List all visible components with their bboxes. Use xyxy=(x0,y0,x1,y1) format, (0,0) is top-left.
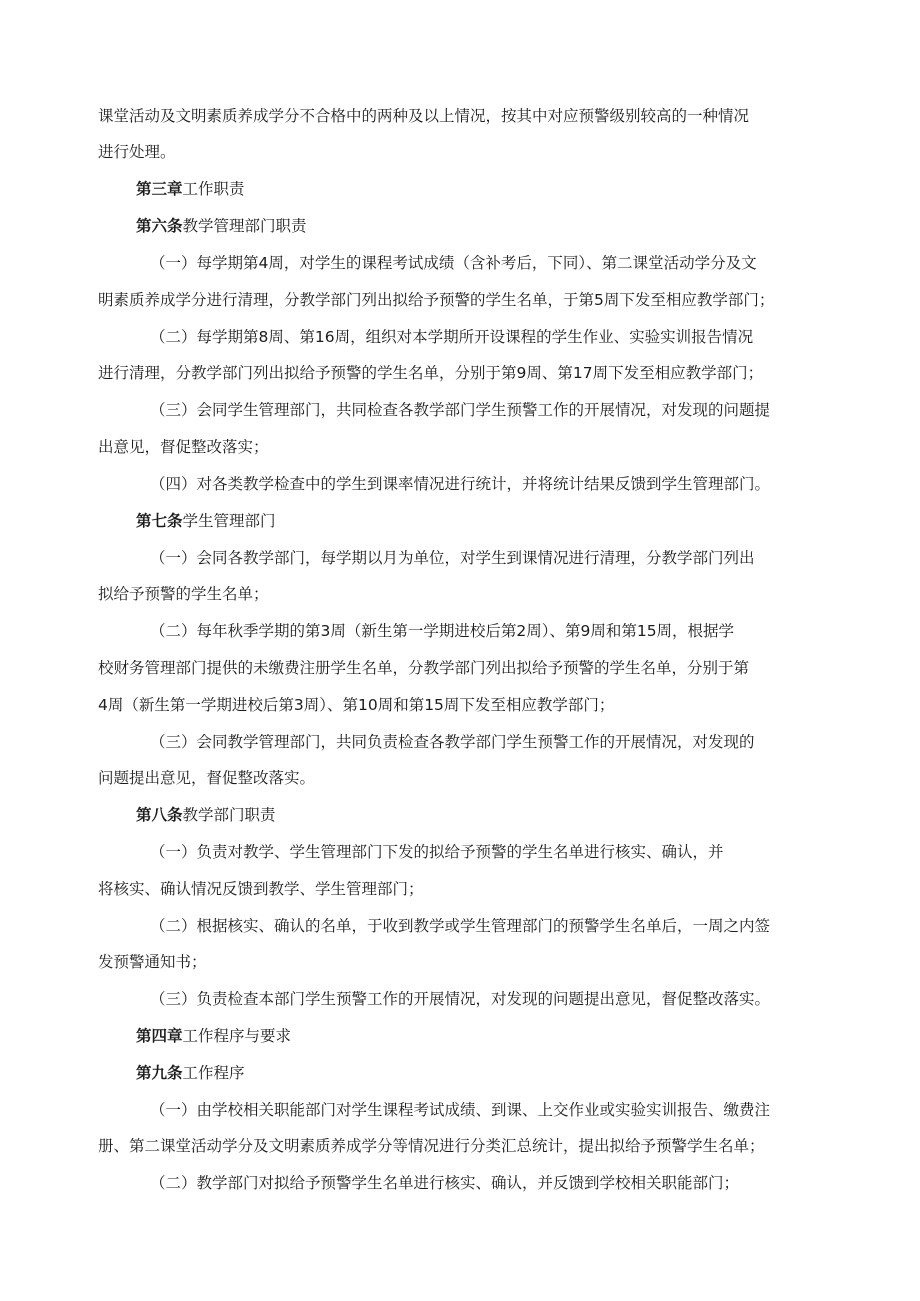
clause-line: 问题提出意见，督促整改落实。 xyxy=(98,769,316,787)
clause-line: 出意见，督促整改落实； xyxy=(98,438,269,456)
clause-line: （一）负责对教学、学生管理部门下发的拟给予预警的学生名单进行核实、确认，并 xyxy=(150,843,724,861)
clause-line: 将核实、确认情况反馈到教学、学生管理部门； xyxy=(98,880,424,898)
chapter-label: 第四章 xyxy=(136,1027,183,1045)
article-label: 第七条 xyxy=(136,512,183,530)
clause-line: （二）每年秋季学期的第3周（新生第一学期进校后第2周）、第9周和第15周，根据学 xyxy=(150,622,735,640)
clause-line: （二）每学期第8周、第16周，组织对本学期所开设课程的学生作业、实验实训报告情况 xyxy=(150,328,754,346)
clause-line: 进行清理，分教学部门列出拟给予预警的学生名单，分别于第9周、第17周下发至相应教学部门； xyxy=(98,364,764,382)
article-label: 第九条 xyxy=(136,1064,183,1082)
article-title: 工作程序 xyxy=(182,1064,245,1082)
clause-line: 校财务管理部门提供的未缴费注册学生名单，分教学部门列出拟给予预警的学生名单，分别于第 xyxy=(98,659,750,677)
paragraph-line: 进行处理。 xyxy=(98,143,176,161)
clause-line: （二）教学部门对拟给予预警学生名单进行核实、确认，并反馈到学校相关职能部门； xyxy=(150,1174,740,1192)
article-title: 学生管理部门 xyxy=(182,512,276,530)
article-label: 第六条 xyxy=(136,217,183,235)
article-9-heading xyxy=(136,1062,245,1084)
clause-line: 拟给予预警的学生名单； xyxy=(98,585,269,603)
clause-line: （二）根据核实、确认的名单，于收到教学或学生管理部门的预警学生名单后，一周之内签 xyxy=(150,917,771,935)
clause-line: （一）每学期第4周，对学生的课程考试成绩（含补考后，下同）、第二课堂活动学分及文 xyxy=(150,254,757,272)
article-title: 教学管理部门职责 xyxy=(182,217,307,235)
clause-line: （四）对各类教学检查中的学生到课率情况进行统计，并将统计结果反馈到学生管理部门。 xyxy=(150,475,771,493)
chapter-label: 第三章 xyxy=(136,180,183,198)
article-title: 教学部门职责 xyxy=(182,806,276,824)
clause-line: 册、第二课堂活动学分及文明素质养成学分等情况进行分类汇总统计，提出拟给予预警学生名单； xyxy=(98,1137,765,1155)
clause-line: 发预警通知书； xyxy=(98,953,207,971)
article-6-heading xyxy=(136,215,307,237)
article-label: 第八条 xyxy=(136,806,183,824)
clause-line: （一）会同各教学部门，每学期以月为单位，对学生到课情况进行清理，分教学部门列出 xyxy=(150,549,755,567)
clause-line: （一）由学校相关职能部门对学生课程考试成绩、到课、上交作业或实验实训报告、缴费注 xyxy=(150,1101,771,1119)
clause-line: （三）会同学生管理部门，共同检查各教学部门学生预警工作的开展情况，对发现的问题提 xyxy=(150,401,771,419)
chapter-3-heading xyxy=(136,178,245,200)
clause-line: 明素质养成学分进行清理，分教学部门列出拟给予预警的学生名单，于第5周下发至相应教学部门； xyxy=(98,291,775,309)
clause-line: （三）会同教学管理部门，共同负责检查各教学部门学生预警工作的开展情况，对发现的 xyxy=(150,733,755,751)
chapter-title: 工作职责 xyxy=(182,180,245,198)
article-7-heading xyxy=(136,510,276,532)
clause-line: （三）负责检查本部门学生预警工作的开展情况，对发现的问题提出意见，督促整改落实。 xyxy=(150,990,771,1008)
clause-line: 4周（新生第一学期进校后第3周）、第10周和第15周下发至相应教学部门； xyxy=(98,696,615,714)
article-8-heading xyxy=(136,804,276,826)
paragraph-line: 课堂活动及文明素质养成学分不合格中的两种及以上情况，按其中对应预警级别较高的一种情况 xyxy=(98,107,750,125)
chapter-title: 工作程序与要求 xyxy=(182,1027,292,1045)
chapter-4-heading xyxy=(136,1025,291,1047)
